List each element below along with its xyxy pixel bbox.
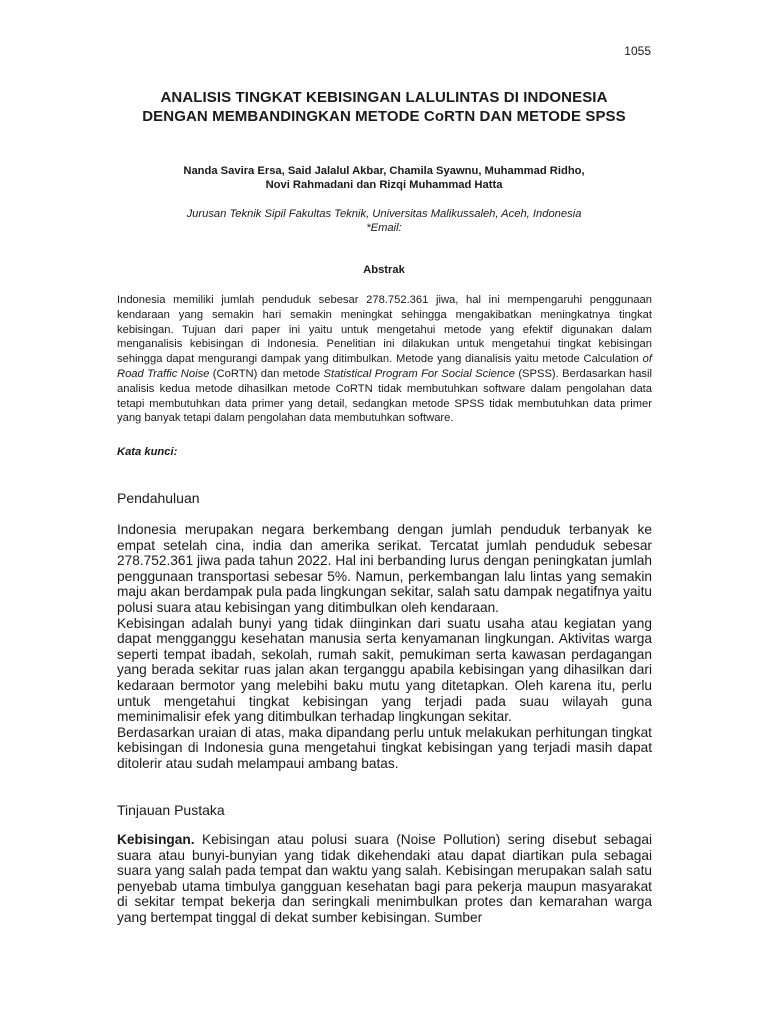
title-line-2: DENGAN MEMBANDINGKAN METODE CoRTN DAN METODE SPSS [142,108,626,125]
introduction-body [117,522,652,772]
abstract-part-1: Indonesia memiliki jumlah penduduk sebesar 278.752.361 jiwa, hal ini mempengaruhi penggunaan kendaraan yang semakin hari semakin meningkat sehingga mengakibatkan meningkatnya tingkat kebisingan. Tujuan dari paper ini yaitu untuk mengetahui metode yang efektif digunakan dalam menganalisis kebisingan di Indonesia. Penelitian ini dilakukan untuk mengetahui tingkat kebisingan sehingga dapat mengurangi dampak yang ditimbulkan. Metode yang dianalisis yaitu metode Calculation [117,294,652,366]
literature-paragraph-text: Kebisingan atau polusi suara (Noise Pollution) sering disebut sebagai suara atau bunyi-bunyian yang tidak dikehendaki atau dapat diartikan pula sebagai suara yang salah pada tempat dan waktu yang salah. Kebisingan merupakan salah satu penyebab utama timbulya gangguan kesehatan bagi para pekerja maupun masyarakat di sekitar tempat bekerja dan seringkali menimbulkan protes dan kemarahan warga yang bertempat tinggal di dekat sumber kebisingan. Sumber [117,832,652,925]
literature-paragraph-1 [117,832,652,926]
affiliation-line-1: Jurusan Teknik Sipil Fakultas Teknik, Universitas Malikussaleh, Aceh, Indonesia [186,208,582,220]
page-number: 1055 [624,44,651,58]
abstract-italic-2: Statistical Program For Social Science [323,367,515,380]
paper-title [100,88,668,126]
abstract-text [117,293,652,426]
term-kebisingan: Kebisingan. [117,832,195,847]
abstract-part-3: (SPSS). Berdasarkan hasil analisis kedua metode dihasilkan metode CoRTN tidak membutuhkan software dalam pengolahan data tetapi membutuhkan data primer yang detail, sedangkan metode SPSS tidak membutuhkan data primer yang banyak tetapi dalam pengolahan data membutuhkan software. [117,367,652,425]
intro-paragraph-1: Indonesia merupakan negara berkembang dengan jumlah penduduk terbanyak ke empat setelah cina, india dan amerika serikat. Tercatat jumlah penduduk sebesar 278.752.361 jiwa pada tahun 2022. Hal ini berbanding lurus dengan peningkatan jumlah penggunaan transportasi sebesar 5%. Namun, perkembangan lalu lintas yang semakin maju akan berdampak pula pada lingkungan sekitar, salah satu dampak negatifnya yaitu polusi suara atau kebisingan yang ditimbulkan oleh kendaraan. [117,522,652,615]
intro-paragraph-2: Kebisingan adalah bunyi yang tidak diinginkan dari suatu usaha atau kegiatan yang dapat mengganggu kesehatan manusia serta kenyamanan lingkungan. Aktivitas warga seperti tempat ibadah, sekolah, rumah sakit, pemukiman serta kawasan perdagangan yang berada sekitar ruas jalan akan terganggu apabila kebisingan yang dihasilkan dari kedaraan bermotor yang melebihi baku mutu yang ditetapkan. Oleh karena itu, perlu untuk mengetahui tingkat kebisingan yang terjadi pada suau wilayah guna meminimalisir efek yang ditimbulkan terhadap lingkungan sekitar. [117,615,652,725]
email-label: *Email: [366,222,402,234]
author-list [110,164,658,192]
abstract-part-2: (CoRTN) dan metode [209,367,324,380]
abstract-italic-1: of Road Traffic Noise [117,353,652,380]
authors-line-2: Novi Rahmadani dan Rizqi Muhammad Hatta [265,179,503,191]
literature-body [117,832,652,926]
authors-line-1: Nanda Savira Ersa, Said Jalalul Akbar, Chamila Syawnu, Muhammad Ridho, [183,165,585,177]
intro-paragraph-3: Berdasarkan uraian di atas, maka dipandang perlu untuk melakukan perhitungan tingkat kebisingan di Indonesia guna mengetahui tingkat kebisingan yang terjadi masih dapat ditolerir atau sudah melampaui ambang batas. [117,724,652,771]
section-heading-literature: Tinjauan Pustaka [117,802,225,818]
section-heading-introduction: Pendahuluan [117,490,200,506]
title-line-1: ANALISIS TINGKAT KEBISINGAN LALULINTAS DI INDONESIA [160,89,608,106]
keywords-label: Kata kunci: [117,446,178,458]
affiliation [110,207,658,235]
abstract-heading: Abstrak [363,264,405,276]
